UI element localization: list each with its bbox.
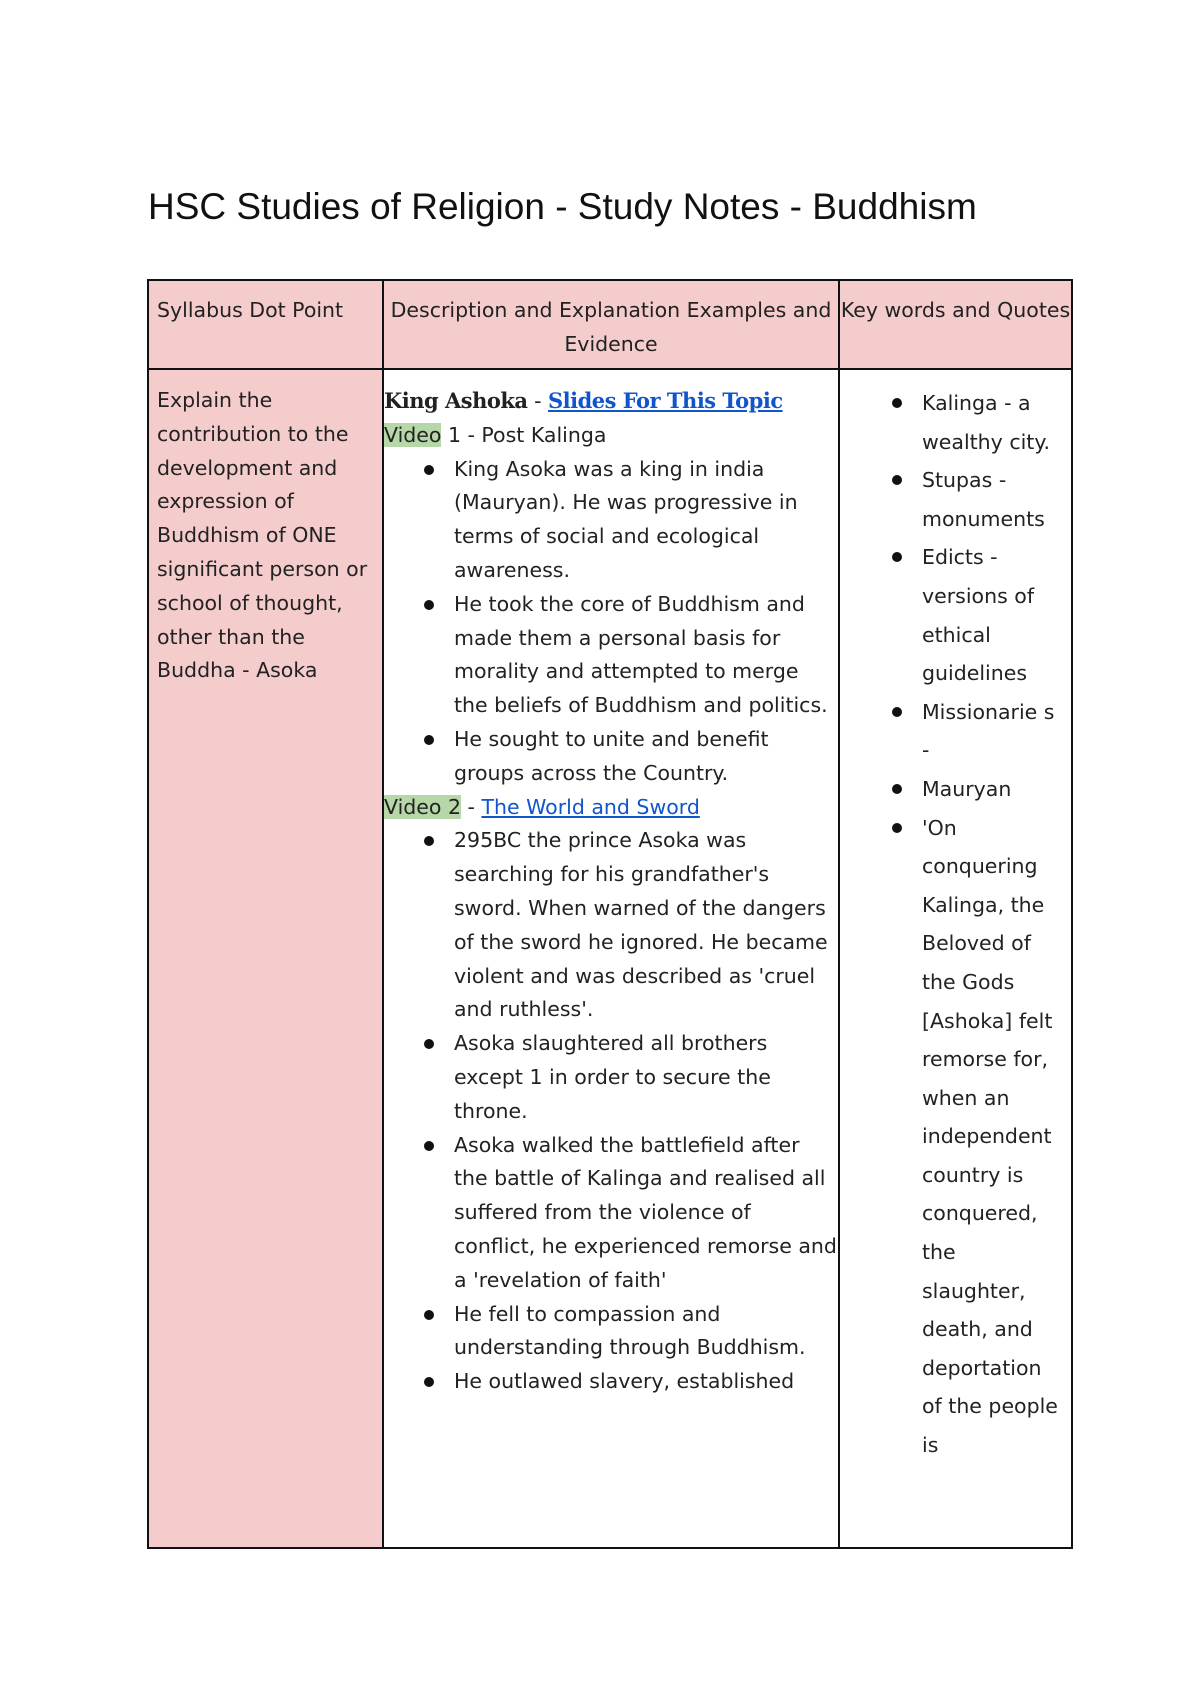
video2-label: Video 2 xyxy=(384,794,461,819)
list-item: Edicts - versions of ethical guidelines xyxy=(840,538,1071,692)
list-item: Missionarie s - xyxy=(840,693,1071,770)
page-title: HSC Studies of Religion - Study Notes - Buddhism xyxy=(148,186,977,227)
syllabus-text: Explain the contribution to the development and expression of Buddhism of ONE significant person or school of thought, other than the Buddha - Asoka xyxy=(157,388,368,683)
list-item: Kalinga - a wealthy city. xyxy=(840,384,1071,461)
video2-bullet-list xyxy=(384,824,838,1399)
list-item: Asoka walked the battlefield after the battle of Kalinga and realised all suffered from the violence of conflict, he experienced remorse and a 'revelation of faith' xyxy=(384,1129,838,1298)
list-item: He took the core of Buddhism and made them a personal basis for morality and attempted to merge the beliefs of Buddhism and politics. xyxy=(384,588,838,723)
list-item: Mauryan xyxy=(840,770,1071,809)
video2-link[interactable]: The World and Sword xyxy=(481,794,700,819)
list-item: 295BC the prince Asoka was searching for his grandfather's sword. When warned of the dangers of the sword he ignored. He became violent and was described as 'cruel and ruthless'. xyxy=(384,824,838,1027)
topic-separator: - xyxy=(527,389,548,413)
list-item: He sought to unite and benefit groups across the Country. xyxy=(384,723,838,791)
keywords-cell xyxy=(839,369,1072,1548)
list-item: He outlawed slavery, established xyxy=(384,1365,838,1399)
syllabus-cell xyxy=(148,369,383,1548)
video1-title: 1 - Post Kalinga xyxy=(441,422,607,447)
video2-separator: - xyxy=(461,794,482,819)
video1-bullet-list xyxy=(384,453,838,791)
video2-heading xyxy=(384,791,838,825)
slides-link[interactable]: Slides For This Topic xyxy=(547,388,783,413)
notes-table xyxy=(147,279,1073,1549)
keywords-list xyxy=(840,384,1071,1465)
list-item: King Asoka was a king in india (Mauryan). He was progressive in terms of social and ecological awareness. xyxy=(384,453,838,588)
table-row xyxy=(148,369,1072,1548)
description-cell xyxy=(383,369,839,1548)
list-item: He fell to compassion and understanding through Buddhism. xyxy=(384,1298,838,1366)
header-keywords: Key words and Quotes xyxy=(839,280,1072,369)
list-item: Stupas - monuments xyxy=(840,461,1071,538)
header-syllabus: Syllabus Dot Point xyxy=(148,280,383,369)
video1-label: Video xyxy=(384,422,442,447)
topic-heading xyxy=(384,384,838,419)
table-header-row xyxy=(148,280,1072,369)
list-item: 'On conquering Kalinga, the Beloved of the Gods [Ashoka] felt remorse for, when an independent country is conquered, the slaughter, death, and deportation of the people is xyxy=(840,809,1071,1465)
list-item: Asoka slaughtered all brothers except 1 in order to secure the throne. xyxy=(384,1027,838,1128)
video1-heading xyxy=(384,419,838,453)
header-description: Description and Explanation Examples and Evidence xyxy=(383,280,839,369)
topic-title: King Ashoka xyxy=(384,388,528,413)
